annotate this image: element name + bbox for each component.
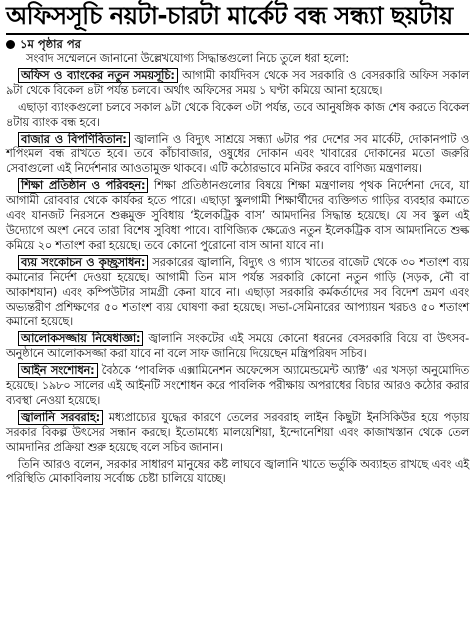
article-paragraph <box>6 179 469 254</box>
article-paragraph <box>6 133 469 178</box>
section-heading: শিক্ষা প্রতিষ্ঠান ও পরিবহন: <box>18 178 148 193</box>
section-heading: আলোকসজ্জায় নিষেধাজ্ঞা: <box>18 331 143 346</box>
paragraph-text: আগামী কার্যদিবস থেকে সব সরকারি ও বেসরকারি অফিস সকাল ৯টা থেকে বিকেল ৪টা পর্যন্ত চলবে। অর্থাৎ অফিসের সময় ১ ঘণ্টা কমিয়ে আনা হয়েছে। <box>6 68 469 97</box>
headline: অফিসসূচি নয়টা-চারটা মার্কেট বন্ধ সন্ধ্যা ছয়টায় <box>6 1 453 30</box>
article-paragraph <box>6 332 469 362</box>
article-paragraph <box>6 364 469 409</box>
article-paragraph <box>6 101 469 131</box>
continuation-note <box>6 37 469 52</box>
paragraph-text: তিনি আরও বলেন, সরকার সাধারণ মানুষের কষ্ট লাঘবে জ্বালানি খাতে ভর্তুকি অব্যাহত রাখছে এবং এই পরিস্থিতি মোকাবিলায় সর্বোচ্চ চেষ্টা চালিয়ে যাচ্ছে। <box>6 457 469 486</box>
article-paragraph <box>6 458 469 488</box>
paragraph-text: শিক্ষা প্রতিষ্ঠানগুলোর বিষয়ে শিক্ষা মন্ত্রণালয় পৃথক নির্দেশনা দেবে, যা আগামী রোববার থেকে কার্যকর হতে পারে। এছাড়া স্কুলগামী শিক্ষার্থীদের ব্যক্তিগত গাড়ির ব্যবহার কমাতে এবং যানজট নিরসনে শুক্কমুক্ত সুবিধায় ‘ইলেকট্রিক বাস’ আমদানির সিদ্ধান্ত হয়েছে। যে সব স্কুল এই উদ্যোগে অংশ নেবে তারা বিশেষ সুবিধা পাবে। বাণিজ্যিক ক্ষেত্রেও নতুন ইলেকট্রিক বাস আমদানিতে শুল্ক কমিয়ে ২০ শতাংশ করা হয়েছে। তবে কোনো পুরোনো বাস আনা যাবে না। <box>6 179 469 252</box>
article-paragraph <box>6 411 469 456</box>
headline-rule <box>6 33 469 35</box>
section-heading: ব্যয় সংকোচন ও কৃচ্ছ্রসাধন: <box>18 255 148 270</box>
section-heading: জ্বালানি সরবরাহ: <box>18 410 103 425</box>
article-body <box>6 52 469 487</box>
paragraph-text: জ্বালানি ও বিদ্যুৎ সাশ্রয়ে সন্ধ্যা ৬টার পর দেশের সব মার্কেট, দোকানপাট ও শপিংমল বন্ধ রাখতে হবে। তবে কাঁচাবাজার, ওষুধের দোকান এবং খাবারের দোকানের মতো জরুরি সেবাগুলো এই নির্দেশনার আওতামুক্ত থাকবে। এটি কঠোরভাবে মনিটর করবে বাণিজ্য মন্ত্রণালয়। <box>6 132 469 176</box>
paragraph-text: মধ্যপ্রাচ্যের যুদ্ধের কারণে তেলের সরবরাহ লাইন কিছুটা ইনসিকিউর হয়ে পড়ায় সরকার বিকল্প উৎসের সন্ধান করছে। ইতোমধ্যে মালয়েশিয়া, ইন্দোনেশিয়া এবং কাজাখস্তান থেকে তেল আমদানির প্রক্রিয়া শুরু হয়েছে বলে সচিব জানান। <box>6 410 469 454</box>
section-heading: অফিস ও ব্যাংকের নতুন সময়সূচি: <box>18 68 178 83</box>
continuation-label: ১ম পৃষ্ঠার পর <box>20 37 81 51</box>
section-heading: আইন সংশোধন: <box>18 363 98 378</box>
paragraph-text: সরকারের জ্বালানি, বিদ্যুৎ ও গ্যাস খাতের বাজেট থেকে ৩০ শতাংশ ব্যয় কমানোর নির্দেশ দেওয়া হয়েছে। আগামী তিন মাস পর্যন্ত সরকারি কোনো নতুন গাড়ি (সড়ক, নৌ বা আকাশযান) এবং কম্পিউটার সামগ্রী কেনা যাবে না। এছাড়া সরকারি কর্মকর্তাদের সব বিদেশ ভ্রমণ এবং অভ্যন্তরীণ প্রশিক্ষণের ৫০ শতাংশ ব্যয় ঘোষণা করা হয়েছে। সভা-সেমিনারের আপ্যায়ন খরচও ৫০ শতাংশ কমানো হয়েছে। <box>6 255 469 329</box>
paragraph-text: এছাড়া ব্যাংকগুলো চলবে সকাল ৯টা থেকে বিকেল ৩টা পর্যন্ত, তবে আনুষঙ্গিক কাজ শেষ করতে বিকেল ৪টায় ব্যাংক বন্ধ হবে। <box>6 100 469 129</box>
paragraph-text: জ্বালানি সংকটের এই সময়ে কোনো ধরনের বেসরকারি বিয়ে বা উৎসব-অনুষ্ঠানে আলোকসজ্জা করা যাবে না বলে সাফ জানিয়ে দিয়েছেন মন্ত্রিপরিষদ সচিব। <box>6 332 469 361</box>
section-heading: বাজার ও বিপণিবিতান: <box>18 132 130 147</box>
paragraph-text: সংবাদ সম্মেলনে জানানো উল্লেখযোগ্য সিদ্ধান্তগুলো নিচে তুলে ধরা হলো: <box>26 52 349 65</box>
paragraph-text: বৈঠকে ‘পাবলিক এক্সামিনেশন অফেন্সেস অ্যামেন্ডমেন্ট অ্যাক্ট’ এর খসড়া অনুমোদিত হয়েছে। ১৯৮০ সালের এই আইনটি সংশোধন করে পাবলিক পরীক্ষায় অপরাধের বিচার আরও কঠোর করার ব্যবস্থা নেওয়া হয়েছে। <box>6 364 469 407</box>
article-paragraph <box>6 69 469 99</box>
bullet-icon <box>6 40 15 49</box>
article-paragraph <box>6 256 469 331</box>
article-paragraph <box>6 52 469 67</box>
